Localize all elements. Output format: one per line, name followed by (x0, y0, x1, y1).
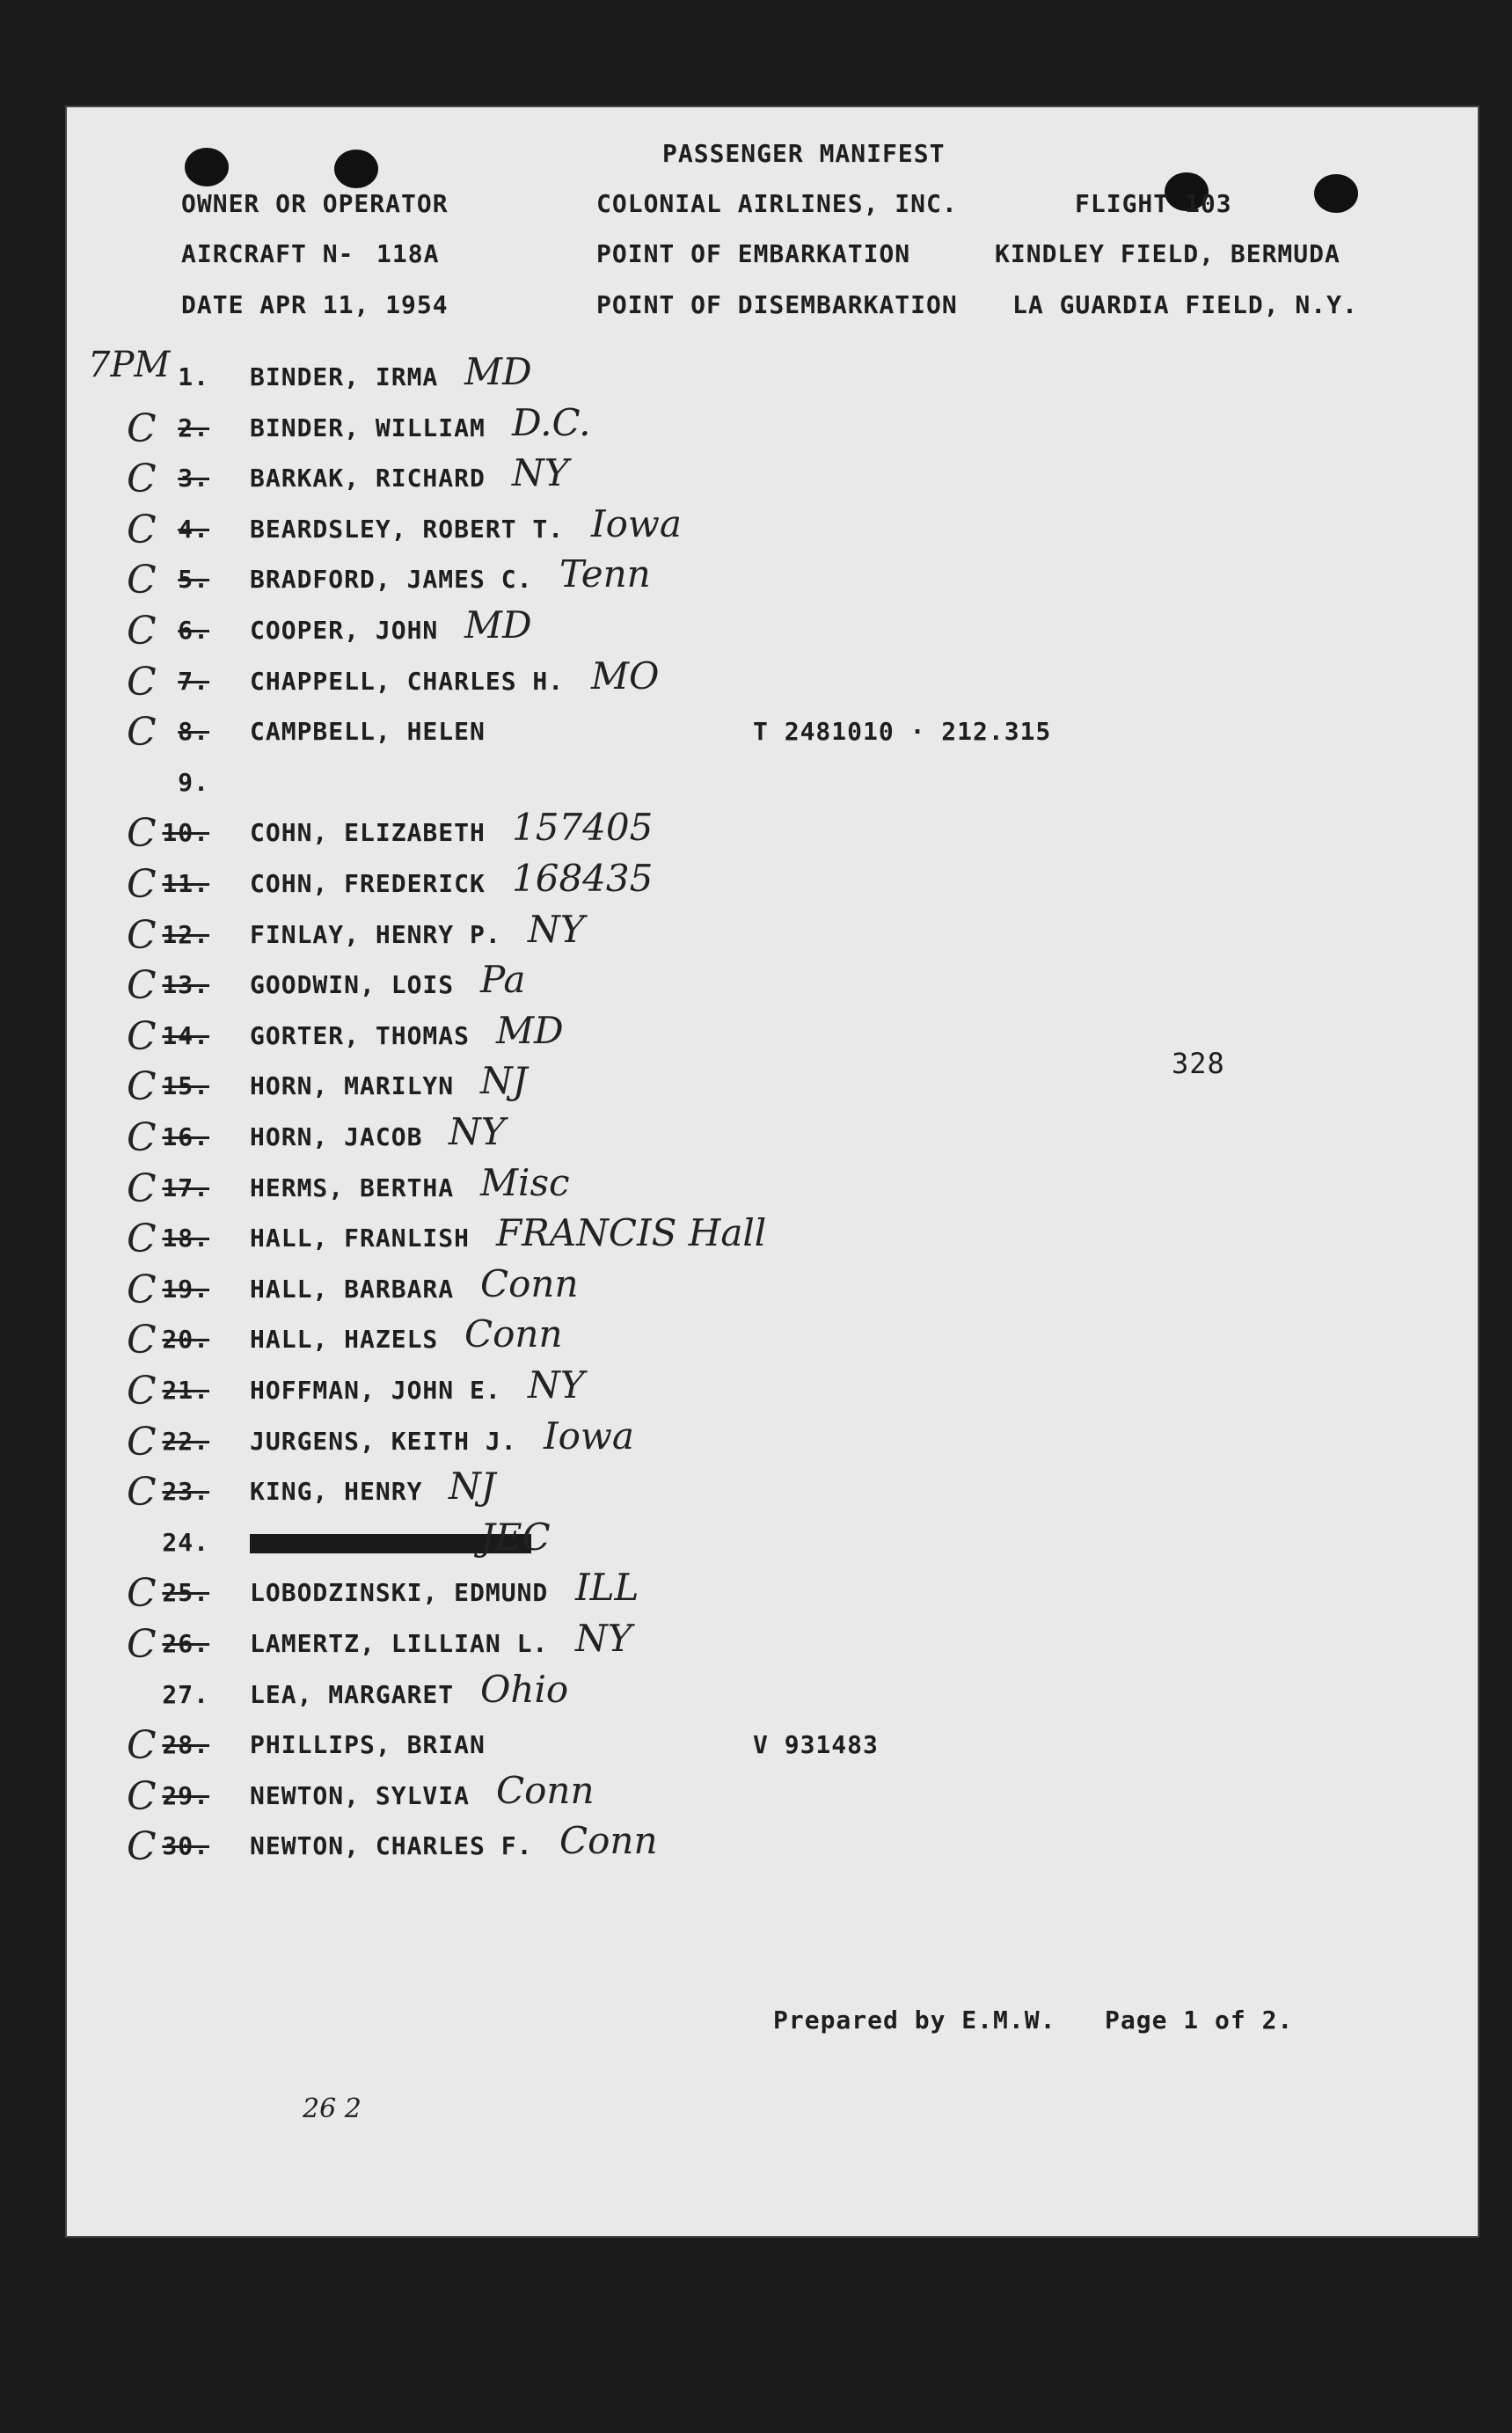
passenger-name: COHN, FREDERICK (250, 869, 486, 898)
passenger-row (67, 350, 1474, 406)
passenger-row (67, 1414, 1474, 1471)
handwritten-note: Tenn (559, 552, 651, 596)
handwritten-note: Conn (559, 1819, 658, 1863)
passenger-row (67, 603, 1474, 660)
passenger-name: NEWTON, SYLVIA (250, 1780, 471, 1810)
passenger-name: HALL, BARBARA (250, 1274, 455, 1304)
handwritten-note: MD (464, 603, 532, 647)
passenger-row (67, 1819, 1474, 1875)
row-number: 15. (162, 1071, 209, 1101)
ticket-number: T 2481010 · 212.315 (753, 717, 1052, 747)
passenger-row (67, 710, 1474, 761)
handwritten-note: Misc (480, 1160, 570, 1204)
check-mark: C (127, 1369, 157, 1414)
passenger-row (67, 1261, 1474, 1319)
row-number: 20. (162, 1325, 209, 1355)
row-number: 5. (178, 565, 209, 595)
row-number: 22. (162, 1426, 209, 1456)
punch-hole (185, 148, 229, 186)
handwritten-note: Conn (480, 1261, 579, 1305)
passenger-row (67, 1515, 1474, 1572)
handwritten-note: Iowa (544, 1414, 634, 1458)
check-mark: C (127, 1064, 157, 1110)
embark-value: KINDLEY FIELD, BERMUDA (995, 239, 1340, 268)
disembark-label: POINT OF DISEMBARKATION (596, 290, 958, 319)
row-number: 4. (178, 514, 209, 544)
handwritten-note: 168435 (512, 857, 654, 900)
check-mark: C (127, 1419, 157, 1465)
passenger-row (67, 1110, 1474, 1166)
handwritten-note: Iowa (591, 501, 682, 545)
row-number: 25. (162, 1578, 209, 1608)
passenger-name: HORN, JACOB (250, 1122, 423, 1151)
margin-note: 7PM (88, 345, 171, 385)
check-mark: C (127, 558, 157, 603)
check-mark: C (127, 1773, 157, 1819)
row-number: 8. (178, 717, 209, 747)
passenger-name: LAMERTZ, LILLIAN L. (250, 1629, 549, 1658)
passenger-row (67, 1363, 1474, 1420)
date-label: DATE APR 11, 1954 (181, 290, 449, 319)
check-mark: C (127, 963, 157, 1009)
passenger-row (67, 400, 1474, 457)
passenger-name: FINLAY, HENRY P. (250, 919, 501, 949)
handwritten-note: MO (591, 654, 660, 698)
row-number: 27. (162, 1679, 209, 1709)
check-mark: C (127, 1824, 157, 1870)
passenger-name: GORTER, THOMAS (250, 1020, 471, 1050)
handwritten-note: 157405 (512, 806, 654, 850)
handwritten-note: Conn (464, 1312, 563, 1356)
check-mark: C (127, 1013, 157, 1059)
row-number: 10. (162, 818, 209, 848)
passenger-name: HOFFMAN, JOHN E. (250, 1376, 501, 1405)
row-number: 7. (178, 666, 209, 696)
row-number: 17. (162, 1173, 209, 1202)
passenger-name: NEWTON, CHARLES F. (250, 1831, 533, 1861)
passenger-row (67, 857, 1474, 913)
handwritten-note: NJ (449, 1465, 496, 1509)
handwritten-note: D.C. (512, 400, 591, 444)
passenger-row (67, 1008, 1474, 1065)
check-mark: C (127, 710, 157, 756)
row-number: 6. (178, 616, 209, 645)
embark-label: POINT OF EMBARKATION (596, 239, 911, 268)
check-mark: C (127, 1318, 157, 1363)
passenger-row (67, 1768, 1474, 1825)
passenger-name: BRADFORD, JAMES C. (250, 565, 533, 595)
passenger-name: HERMS, BERTHA (250, 1173, 455, 1202)
row-number: 26. (162, 1629, 209, 1658)
passenger-name: COOPER, JOHN (250, 616, 439, 645)
row-number: 16. (162, 1122, 209, 1151)
aircraft-value: 118A (376, 239, 440, 268)
check-mark: C (127, 1723, 157, 1769)
passenger-name: JURGENS, KEITH J. (250, 1426, 517, 1456)
row-number: 9. (178, 767, 209, 797)
passenger-row (67, 1566, 1474, 1622)
row-number: 14. (162, 1020, 209, 1050)
passenger-name: LOBODZINSKI, EDMUND (250, 1578, 549, 1608)
passenger-row (67, 552, 1474, 609)
check-mark: C (127, 1115, 157, 1160)
handwritten-note: NY (528, 1363, 585, 1406)
passenger-name: HORN, MARILYN (250, 1071, 455, 1101)
row-number: 23. (162, 1477, 209, 1507)
passenger-name: BINDER, IRMA (250, 362, 439, 391)
check-mark: C (127, 1216, 157, 1262)
check-mark: C (127, 1571, 157, 1617)
row-number: 12. (162, 919, 209, 949)
passenger-row (67, 1667, 1474, 1724)
passenger-row (67, 501, 1474, 559)
manifest-page (67, 107, 1478, 2236)
passenger-row (67, 654, 1474, 711)
check-mark: C (127, 1622, 157, 1667)
handwritten-note: FRANCIS Hall (496, 1211, 767, 1255)
passenger-row (67, 768, 1474, 812)
passenger-row (67, 1211, 1474, 1268)
row-number: 29. (162, 1780, 209, 1810)
handwritten-note: Pa (480, 958, 526, 1002)
passenger-name: PHILLIPS, BRIAN (250, 1730, 486, 1760)
passenger-row (67, 1312, 1474, 1369)
handwritten-note: NJ (480, 1059, 528, 1103)
passenger-name: CAMPBELL, HELEN (250, 717, 486, 747)
row-number: 21. (162, 1376, 209, 1405)
handwritten-note: NY (449, 1110, 506, 1153)
check-mark: C (127, 609, 157, 654)
check-mark: C (127, 659, 157, 705)
passenger-name: CHAPPELL, CHARLES H. (250, 666, 565, 696)
bottom-scribble: 26 2 (303, 2093, 362, 2124)
row-number: 28. (162, 1730, 209, 1760)
row-number: 3. (178, 464, 209, 493)
handwritten-note: NY (575, 1617, 632, 1660)
passenger-row (67, 1617, 1474, 1673)
passenger-name: BARKAK, RICHARD (250, 464, 486, 493)
aircraft-label: AIRCRAFT N- (181, 239, 354, 268)
passenger-name: COHN, ELIZABETH (250, 818, 486, 848)
check-mark: C (127, 1267, 157, 1312)
check-mark: C (127, 1470, 157, 1516)
check-mark: C (127, 912, 157, 958)
row-number: 30. (162, 1831, 209, 1861)
passenger-name: BEARDSLEY, ROBERT T. (250, 514, 565, 544)
handwritten-note: ILL (575, 1566, 639, 1610)
row-number: 2. (178, 413, 209, 442)
row-number: 24. (162, 1527, 209, 1557)
check-mark: C (127, 457, 157, 502)
check-mark: C (127, 1165, 157, 1211)
passenger-row (67, 1465, 1474, 1521)
passenger-row (67, 1160, 1474, 1217)
passenger-row (67, 1723, 1474, 1774)
handwritten-note: NY (512, 451, 569, 495)
manifest-title: PASSENGER MANIFEST (662, 139, 946, 168)
passenger-name: BINDER, WILLIAM (250, 413, 486, 442)
passenger-name: KING, HENRY (250, 1477, 423, 1507)
handwritten-note: NY (528, 907, 585, 951)
handwritten-note: MD (464, 350, 532, 393)
prepared-by: Prepared by E.M.W. (773, 2006, 1056, 2035)
passenger-row (67, 958, 1474, 1014)
row-number: 19. (162, 1274, 209, 1304)
page-number: Page 1 of 2. (1105, 2006, 1294, 2035)
disembark-value: LA GUARDIA FIELD, N.Y. (1012, 290, 1358, 319)
row-number: 18. (162, 1224, 209, 1253)
handwritten-note: MD (496, 1008, 564, 1052)
passenger-name: HALL, FRANLISH (250, 1224, 471, 1253)
row-number: 13. (162, 970, 209, 1000)
side-number: 328 (1172, 1047, 1225, 1080)
passenger-name: HALL, HAZELS (250, 1325, 439, 1355)
flight-label: FLIGHT 103 (1075, 189, 1232, 218)
handwritten-note: Conn (496, 1768, 595, 1812)
check-mark: C (127, 811, 157, 857)
passenger-row (67, 806, 1474, 862)
passenger-row (67, 451, 1474, 508)
check-mark: C (127, 862, 157, 907)
ticket-number: V 931483 (753, 1730, 879, 1760)
check-mark: C (127, 507, 157, 552)
row-number: 11. (162, 869, 209, 898)
handwritten-note: Ohio (480, 1667, 569, 1711)
check-mark: C (127, 406, 157, 451)
row-number: 1. (178, 362, 209, 391)
punch-hole (334, 150, 378, 188)
passenger-name: LEA, MARGARET (250, 1679, 455, 1709)
punch-hole (1314, 174, 1358, 213)
passenger-row (67, 907, 1474, 964)
handwritten-note: JEC (480, 1515, 551, 1559)
passenger-name: GOODWIN, LOIS (250, 970, 455, 1000)
owner-label: OWNER OR OPERATOR (181, 189, 449, 218)
owner-value: COLONIAL AIRLINES, INC. (596, 189, 958, 218)
